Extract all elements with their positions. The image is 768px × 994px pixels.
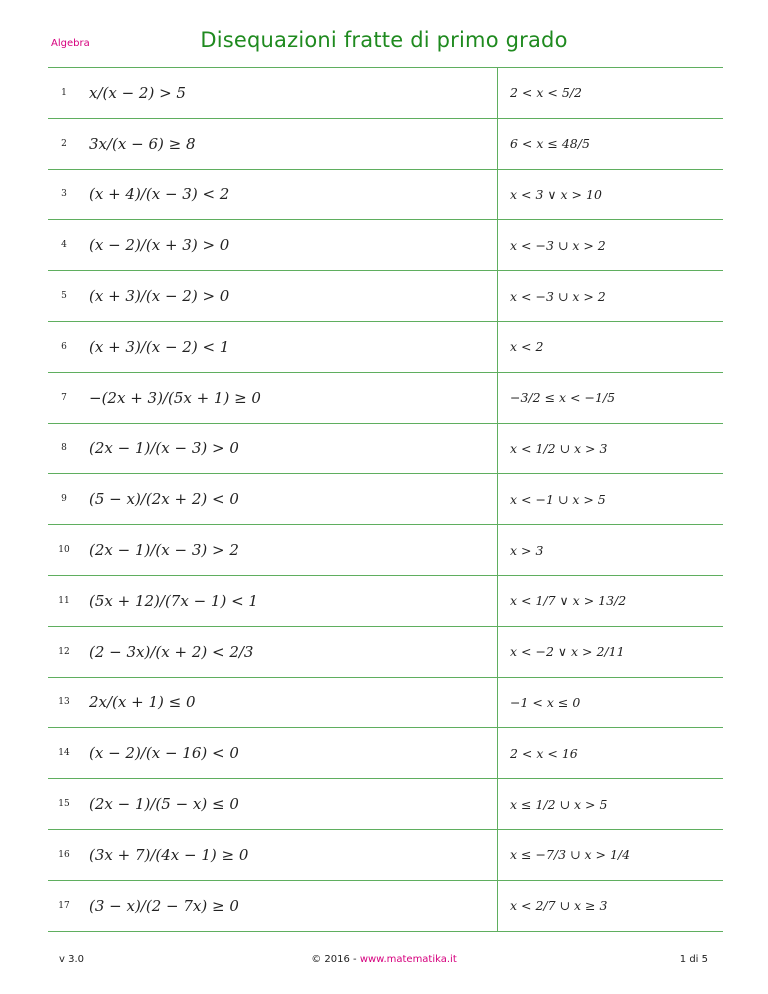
exercise-number: 11 <box>48 575 84 626</box>
inequality: (x + 4)/(x − 3) < 2 <box>84 169 498 220</box>
exercise-number: 2 <box>48 118 84 169</box>
solution: x < −1 ∪ x > 5 <box>498 474 724 525</box>
exercise-number: 14 <box>48 728 84 779</box>
exercise-number: 12 <box>48 626 84 677</box>
exercise-number: 9 <box>48 474 84 525</box>
inequality: x/(x − 2) > 5 <box>84 68 498 119</box>
exercise-number: 3 <box>48 169 84 220</box>
exercise-number: 8 <box>48 423 84 474</box>
version-label: v 3.0 <box>59 954 84 965</box>
solution: x < 2 <box>498 321 724 372</box>
solution: −1 < x ≤ 0 <box>498 677 724 728</box>
inequality: (5 − x)/(2x + 2) < 0 <box>84 474 498 525</box>
exercise-row <box>48 423 723 474</box>
exercise-number: 16 <box>48 829 84 880</box>
inequality: (x + 3)/(x − 2) < 1 <box>84 321 498 372</box>
exercise-table <box>48 67 723 932</box>
exercise-row <box>48 68 723 119</box>
inequality: (x − 2)/(x + 3) > 0 <box>84 220 498 271</box>
solution: x < −3 ∪ x > 2 <box>498 271 724 322</box>
exercise-row <box>48 220 723 271</box>
inequality: (x + 3)/(x − 2) > 0 <box>84 271 498 322</box>
exercise-row <box>48 372 723 423</box>
exercise-row <box>48 169 723 220</box>
subject-label: Algebra <box>51 38 90 49</box>
exercise-row <box>48 271 723 322</box>
site-link[interactable]: www.matematika.it <box>359 954 457 965</box>
inequality: (2x − 1)/(x − 3) > 0 <box>84 423 498 474</box>
solution: 2 < x < 16 <box>498 728 724 779</box>
exercise-row <box>48 779 723 830</box>
exercise-number: 4 <box>48 220 84 271</box>
exercise-row <box>48 575 723 626</box>
solution: 6 < x ≤ 48/5 <box>498 118 724 169</box>
exercise-row <box>48 626 723 677</box>
solution: x < 1/7 ∨ x > 13/2 <box>498 575 724 626</box>
inequality: (3x + 7)/(4x − 1) ≥ 0 <box>84 829 498 880</box>
exercise-row <box>48 728 723 779</box>
solution: x < 2/7 ∪ x ≥ 3 <box>498 880 724 931</box>
exercise-number: 10 <box>48 525 84 576</box>
inequality: (3 − x)/(2 − 7x) ≥ 0 <box>84 880 498 931</box>
inequality: 3x/(x − 6) ≥ 8 <box>84 118 498 169</box>
inequality: (2x − 1)/(5 − x) ≤ 0 <box>84 779 498 830</box>
inequality: (5x + 12)/(7x − 1) < 1 <box>84 575 498 626</box>
exercise-row <box>48 474 723 525</box>
exercise-row <box>48 829 723 880</box>
solution: x < 1/2 ∪ x > 3 <box>498 423 724 474</box>
inequality: 2x/(x + 1) ≤ 0 <box>84 677 498 728</box>
solution: x > 3 <box>498 525 724 576</box>
solution: x ≤ −7/3 ∪ x > 1/4 <box>498 829 724 880</box>
exercise-row <box>48 525 723 576</box>
inequality: (2 − 3x)/(x + 2) < 2/3 <box>84 626 498 677</box>
inequality: −(2x + 3)/(5x + 1) ≥ 0 <box>84 372 498 423</box>
page-title: Disequazioni fratte di primo grado <box>200 28 568 52</box>
inequality: (x − 2)/(x − 16) < 0 <box>84 728 498 779</box>
solution: −3/2 ≤ x < −1/5 <box>498 372 724 423</box>
solution: x < −2 ∨ x > 2/11 <box>498 626 724 677</box>
solution: 2 < x < 5/2 <box>498 68 724 119</box>
copyright-line <box>0 954 768 965</box>
solution: x ≤ 1/2 ∪ x > 5 <box>498 779 724 830</box>
exercise-row <box>48 880 723 931</box>
exercise-row <box>48 321 723 372</box>
exercise-number: 13 <box>48 677 84 728</box>
exercise-number: 1 <box>48 68 84 119</box>
exercise-number: 6 <box>48 321 84 372</box>
exercise-number: 17 <box>48 880 84 931</box>
copyright-text: © 2016 - <box>311 954 360 965</box>
solution: x < 3 ∨ x > 10 <box>498 169 724 220</box>
inequality: (2x − 1)/(x − 3) > 2 <box>84 525 498 576</box>
exercise-number: 7 <box>48 372 84 423</box>
exercise-number: 5 <box>48 271 84 322</box>
page-number: 1 di 5 <box>679 954 708 965</box>
exercise-row <box>48 677 723 728</box>
exercise-row <box>48 118 723 169</box>
exercise-number: 15 <box>48 779 84 830</box>
solution: x < −3 ∪ x > 2 <box>498 220 724 271</box>
